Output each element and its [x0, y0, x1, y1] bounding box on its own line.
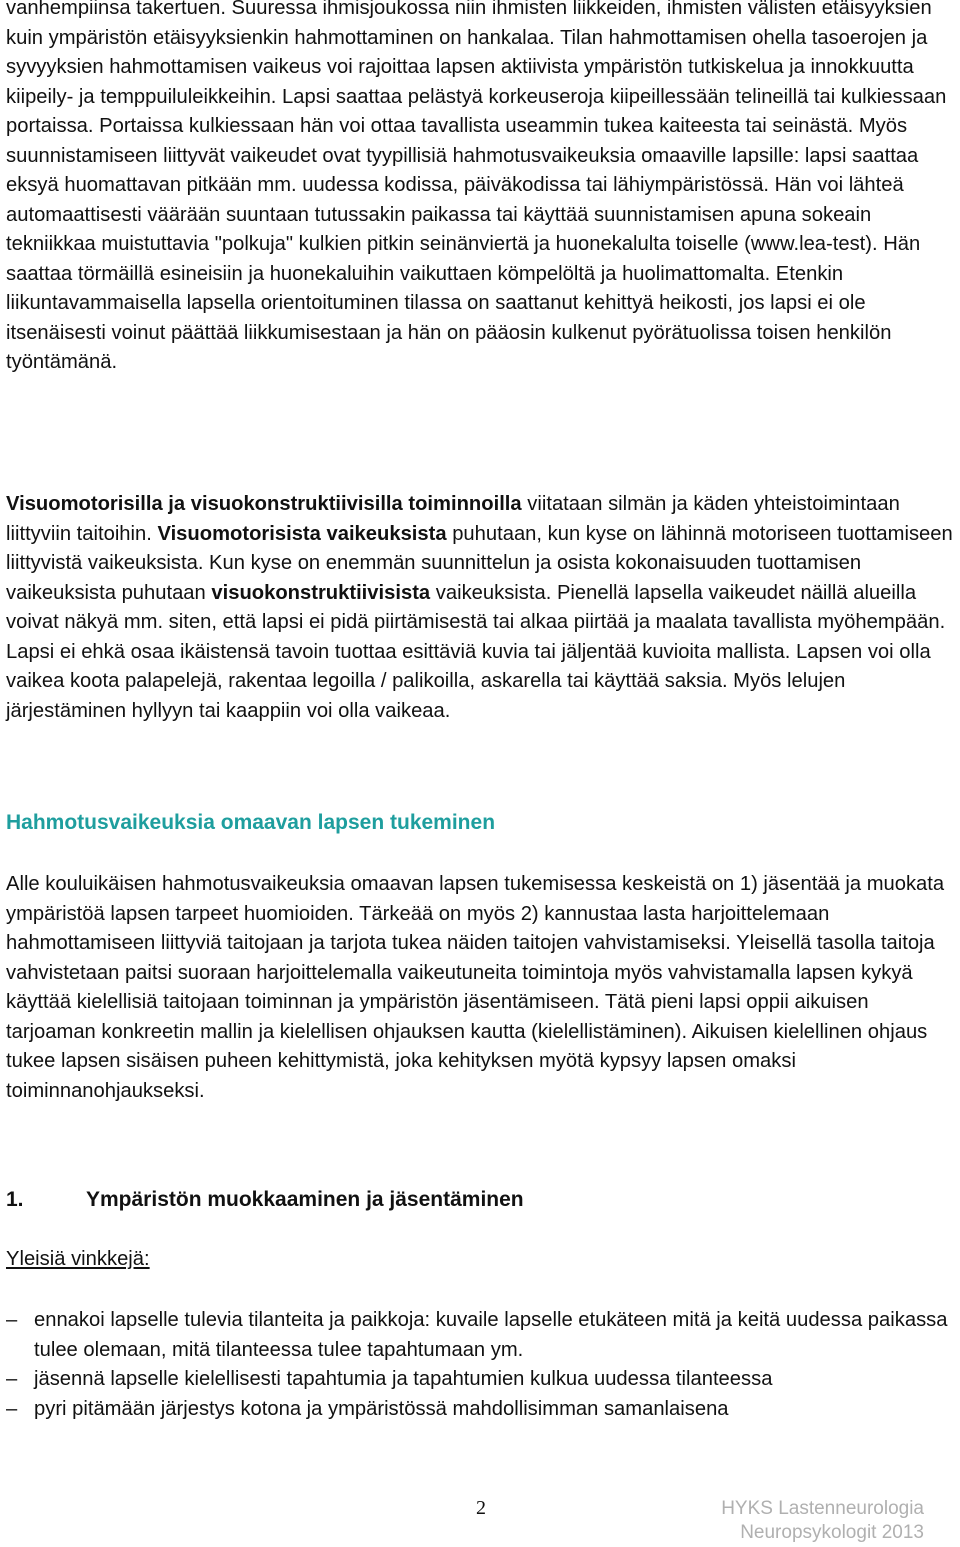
dash-bullet: –	[6, 1397, 18, 1420]
list-item	[6, 1306, 960, 1365]
page-number: 2	[476, 1497, 486, 1519]
list-item-text: jäsennä lapselle kielellisesti tapahtumia ja tapahtumien kulkua uudessa tilanteessa	[34, 1368, 773, 1390]
list-item-text: pyri pitämään järjestys kotona ja ympäristössä mahdollisimman samanlaisena	[34, 1397, 729, 1420]
numbered-heading	[6, 1188, 524, 1212]
heading-title: Ympäristön muokkaaminen ja jäsentäminen	[86, 1188, 524, 1211]
paragraph-text: vaikeuksista. Pienellä lapsella vaikeudet näillä alueilla voivat näkyä mm. siten, että lapsi ei pidä piirtämisestä tai alkaa piirtää ja maalata tavallista myöhempään. Lapsi ei ehkä osaa ikäistensä tavoin tuottaa esittäviä kuvia tai jäljentää kuvioita mallista. Lapsen voi olla vaikea koota palapelejä, rakentaa legoilla / palikoilla, askarella tai käyttää saksia. Myös lelujen järjestäminen hyllyyn tai kaappiin voi olla vaikeaa.	[6, 581, 946, 722]
dash-bullet: –	[6, 1368, 18, 1390]
list-item	[6, 1365, 960, 1395]
term-visuoconstructive: visuokonstruktiivisista	[211, 581, 431, 604]
section-heading: Hahmotusvaikeuksia omaavan lapsen tukeminen	[6, 811, 496, 834]
paragraph-visuomotor	[6, 490, 956, 726]
tips-list	[6, 1306, 960, 1424]
dash-bullet: –	[6, 1309, 18, 1331]
heading-number: 1.	[6, 1188, 24, 1211]
list-item-text: ennakoi lapselle tulevia tilanteita ja paikkoja: kuvaile lapselle etukäteen mitä ja keitä uudessa paikassa tulee olemaan, mitä tilanteessa tulee tapahtumaan ym.	[34, 1309, 948, 1361]
term-visuomotor-difficulties: Visuomotorisista vaikeuksista	[157, 522, 447, 545]
paragraph-spatial-orientation: vanhempiinsa takertuen. Suuressa ihmisjoukossa niin ihmisten liikkeiden, ihmisten välisten etäisyyksien kuin ympäristön etäisyyksienkin hahmottaminen on hankalaa. Tilan hahmottamisen ohella tasoerojen ja syvyyksien hahmottamisen vaikeus voi rajoittaa lapsen aktiivista ympäristön tutkiskelua ja innokkuutta kiipeily- ja temppuiluleikkeihin. Lapsi saattaa pelästyä korkeuseroja kiipeillessään telineillä tai kulkiessaan portaissa. Portaissa kulkiessaan hän voi ottaa tavallista useammin tukea kaiteesta tai seinästä. Myös suunnistamiseen liittyvät vaikeudet ovat tyypillisiä hahmotusvaikeuksia omaaville lapsille: lapsi saattaa eksyä huomattavan pitkään mm. uudessa kodissa, päiväkodissa tai lähiympäristössä. Hän voi lähteä automaattisesti väärään suuntaan tutussakin paikassa tai käyttää suunnistamisen apuna sokeain tekniikkaa muistuttavia "polkuja" kulkien pitkin seinänviertä ja huonekalulta toiselle (www.lea-test). Hän saattaa törmäillä esineisiin ja huonekaluihin vaikuttaen kömpelöltä ja huolimattomalta. Etenkin liikuntavammaisella lapsella orientoituminen tilassa on saattanut kehittyä heikosti, jos lapsi ei ole itsenäisesti voinut päättää liikkumisestaan ja hän on pääosin kulkenut pyörätuolissa toisen henkilön työntämänä.	[6, 0, 947, 373]
term-visuomotor-constructive: Visuomotorisilla ja visuokonstruktiivisilla toiminnoilla	[6, 493, 522, 515]
footer-org-line1: HYKS Lastenneurologia	[721, 1498, 924, 1519]
tips-label: Yleisiä vinkkejä:	[6, 1248, 150, 1270]
footer-org-line2: Neuropsykologit 2013	[740, 1522, 924, 1543]
paragraph-support: Alle kouluikäisen hahmotusvaikeuksia omaavan lapsen tukemisessa keskeistä on 1) jäsentää ja muokata ympäristöä lapsen tarpeet huomioiden. Tärkeää on myös 2) kannustaa lasta harjoittelemaan hahmottamiseen liittyviä taitojaan ja tarjota tukea näiden taitojen vahvistamiseksi. Yleisellä tasolla taitoja vahvistetaan paitsi suoraan harjoittelemalla vaikeutuneita toimintoja myös vahvistamalla lapsen kykyä käyttää kielellisiä taitojaan toiminnan ja ympäristön jäsentämiseen. Tätä pieni lapsi oppii aikuisen tarjoaman konkreetin mallin ja kielellisen ohjauksen kautta (kielellistäminen). Aikuisen kielellinen ohjaus tukee lapsen sisäisen puheen kehittymistä, joka kehityksen myötä kypsyy lapsen omaksi toiminnanohjaukseksi.	[6, 873, 945, 1102]
paragraph-text: viitataan silmän ja käden yhteistoimintaan liittyviin taitoihin.	[6, 493, 900, 545]
list-item	[6, 1395, 960, 1425]
paragraph-text: puhutaan, kun kyse on lähinnä motoriseen tuottamiseen liittyvistä vaikeuksista. Kun kyse on enemmän suunnittelun ja osista kokonaisuuden tuottamisen vaikeuksista puhutaan	[6, 522, 953, 604]
footer-organization	[721, 1497, 924, 1545]
